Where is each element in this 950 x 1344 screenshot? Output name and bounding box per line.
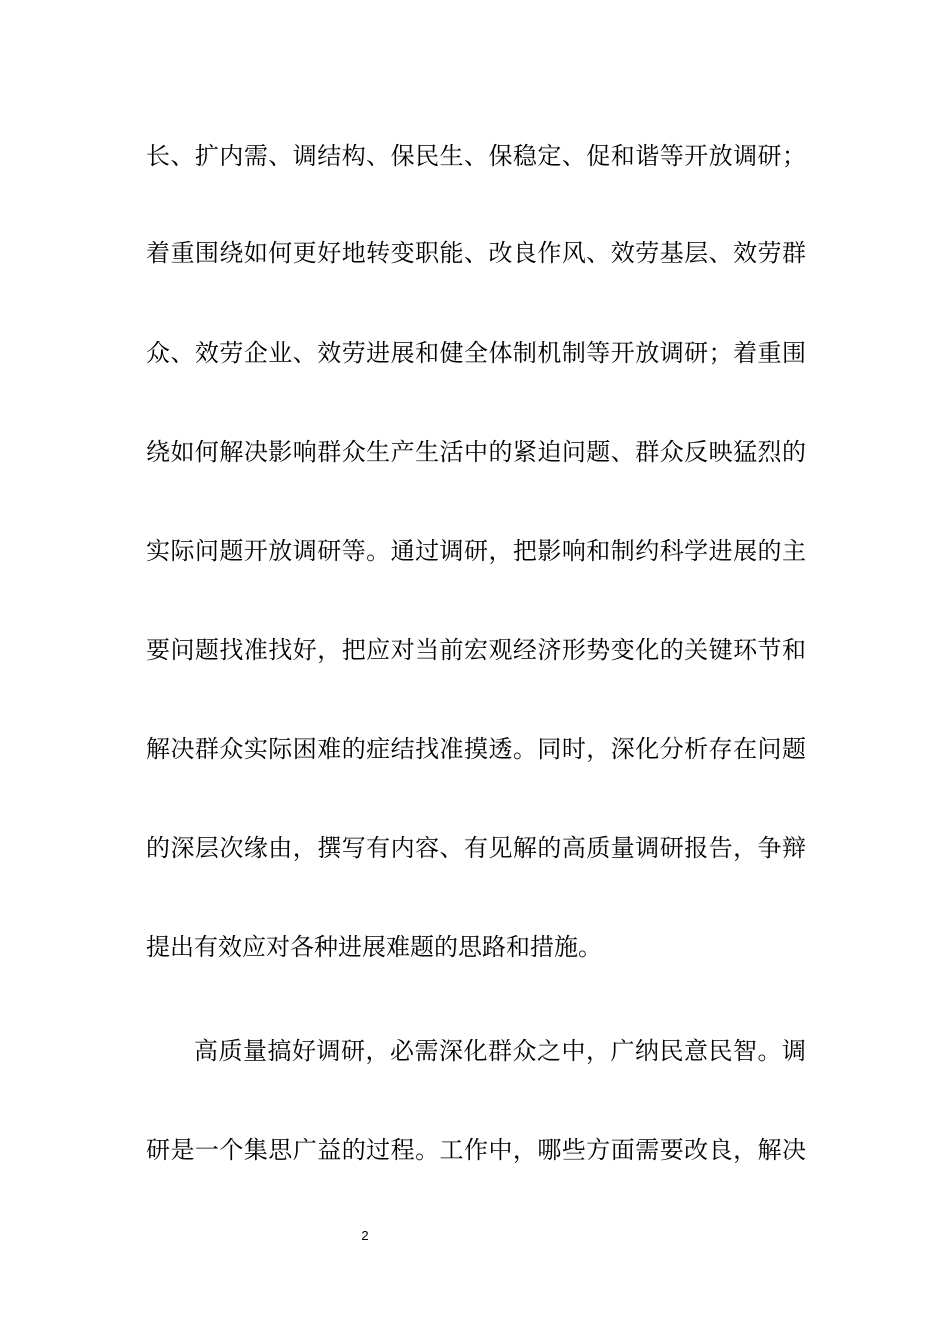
page-number: 2 [361,1228,369,1243]
text-line: 实际问题开放调研等。通过调研，把影响和制约科学进展的主 [146,537,806,565]
text-line: 解决群众实际困难的症结找准摸透。同时，深化分析存在问题 [146,735,806,763]
text-line-paragraph-start: 高质量搞好调研，必需深化群众之中，广纳民意民智。调 [194,1037,806,1065]
text-line: 长、扩内需、调结构、保民生、保稳定、促和谐等开放调研； [146,142,806,170]
text-line: 研是一个集思广益的过程。工作中，哪些方面需要改良，解决 [146,1136,806,1164]
text-line: 众、效劳企业、效劳进展和健全体制机制等开放调研；着重围 [146,339,806,367]
text-line: 着重围绕如何更好地转变职能、改良作风、效劳基层、效劳群 [146,239,806,267]
text-line: 要问题找准找好，把应对当前宏观经济形势变化的关键环节和 [146,636,806,664]
text-line-paragraph-end: 提出有效应对各种进展难题的思路和措施。 [146,933,602,961]
text-line: 的深层次缘由，撰写有内容、有见解的高质量调研报告，争辩 [146,834,806,862]
text-line: 绕如何解决影响群众生产生活中的紧迫问题、群众反映猛烈的 [146,438,806,466]
